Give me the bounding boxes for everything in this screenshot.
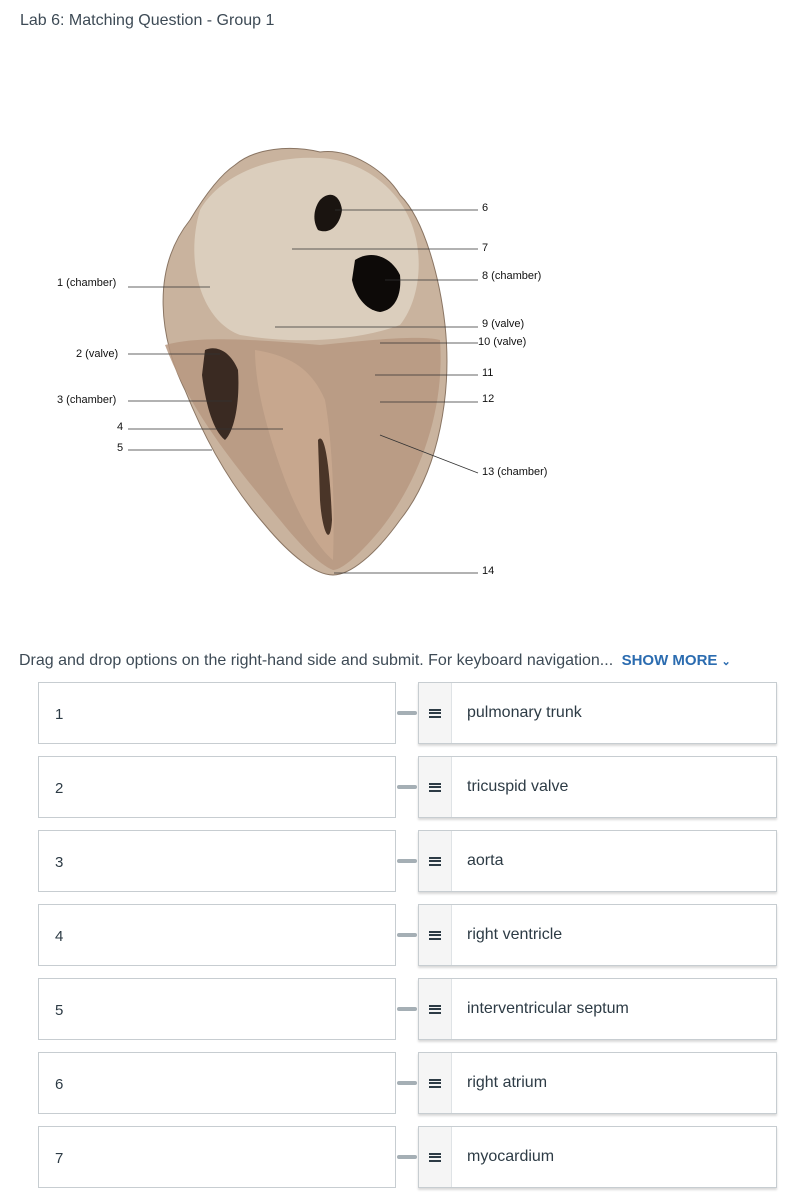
option-interventricular-septum[interactable]	[418, 978, 777, 1040]
label-leader-lines	[0, 140, 788, 590]
option-label: interventricular septum	[467, 1000, 629, 1017]
option-aorta[interactable]	[418, 830, 777, 892]
figure-label-11: 11	[482, 367, 494, 379]
page-title: Lab 6: Matching Question - Group 1	[20, 12, 275, 29]
matching-row	[38, 904, 778, 968]
figure-label-5: 5	[117, 442, 124, 454]
option-pulmonary-trunk[interactable]	[418, 682, 777, 744]
matching-row	[38, 756, 778, 820]
figure-label-3: 3 (chamber)	[57, 394, 117, 406]
drop-slot-2[interactable]	[38, 756, 396, 818]
instructions-text: Drag and drop options on the right-hand side and submit. For keyboard navigation...	[19, 652, 614, 669]
figure-label-9: 9 (valve)	[482, 318, 525, 330]
figure-label-7: 7	[482, 242, 489, 254]
matching-row	[38, 1052, 778, 1116]
slot-number: 3	[55, 854, 64, 871]
option-label: right ventricle	[467, 926, 563, 943]
matching-row	[38, 830, 778, 894]
slot-number: 4	[55, 928, 64, 945]
show-more-link[interactable]	[622, 652, 731, 669]
drag-handle-icon[interactable]	[419, 1053, 452, 1113]
option-right-atrium[interactable]	[418, 1052, 777, 1114]
option-label: right atrium	[467, 1074, 548, 1091]
figure-label-13: 13 (chamber)	[482, 466, 548, 478]
figure-label-12: 12	[482, 393, 495, 405]
connector-line	[397, 933, 417, 937]
figure-label-2: 2 (valve)	[76, 348, 119, 360]
instructions	[19, 652, 731, 670]
option-myocardium[interactable]	[418, 1126, 777, 1188]
drop-slot-4[interactable]	[38, 904, 396, 966]
drag-handle-icon[interactable]	[419, 979, 452, 1039]
figure-label-14: 14	[482, 565, 495, 577]
option-label: aorta	[467, 852, 504, 869]
connector-line	[397, 785, 417, 789]
drag-handle-icon[interactable]	[419, 831, 452, 891]
connector-line	[397, 859, 417, 863]
drop-slot-6[interactable]	[38, 1052, 396, 1114]
connector-line	[397, 1007, 417, 1011]
figure-label-10: 10 (valve)	[478, 336, 527, 348]
option-label: myocardium	[467, 1148, 555, 1165]
option-tricuspid-valve[interactable]	[418, 756, 777, 818]
drag-handle-icon[interactable]	[419, 1127, 452, 1187]
figure-label-4: 4	[117, 421, 124, 433]
option-right-ventricle[interactable]	[418, 904, 777, 966]
figure-label-1: 1 (chamber)	[57, 277, 117, 289]
slot-number: 2	[55, 780, 64, 797]
drop-slot-3[interactable]	[38, 830, 396, 892]
drop-slot-1[interactable]	[38, 682, 396, 744]
show-more-label: SHOW MORE	[621, 652, 718, 669]
slot-number: 6	[55, 1076, 64, 1093]
matching-rows	[38, 682, 778, 1200]
connector-line	[397, 1155, 417, 1159]
chevron-down-icon: ⌄	[721, 656, 731, 668]
matching-row	[38, 1126, 778, 1190]
drop-slot-7[interactable]	[38, 1126, 396, 1188]
connector-line	[397, 711, 417, 715]
option-label: pulmonary trunk	[467, 704, 582, 721]
slot-number: 1	[55, 706, 64, 723]
drag-handle-icon[interactable]	[419, 905, 452, 965]
figure-label-8: 8 (chamber)	[482, 270, 542, 282]
matching-row	[38, 682, 778, 746]
slot-number: 5	[55, 1002, 64, 1019]
drag-handle-icon[interactable]	[419, 683, 452, 743]
connector-line	[397, 1081, 417, 1085]
drag-handle-icon[interactable]	[419, 757, 452, 817]
slot-number: 7	[55, 1150, 64, 1167]
option-label: tricuspid valve	[467, 778, 569, 795]
matching-row	[38, 978, 778, 1042]
drop-slot-5[interactable]	[38, 978, 396, 1040]
heart-diagram	[0, 140, 788, 590]
figure-label-6: 6	[482, 202, 489, 214]
